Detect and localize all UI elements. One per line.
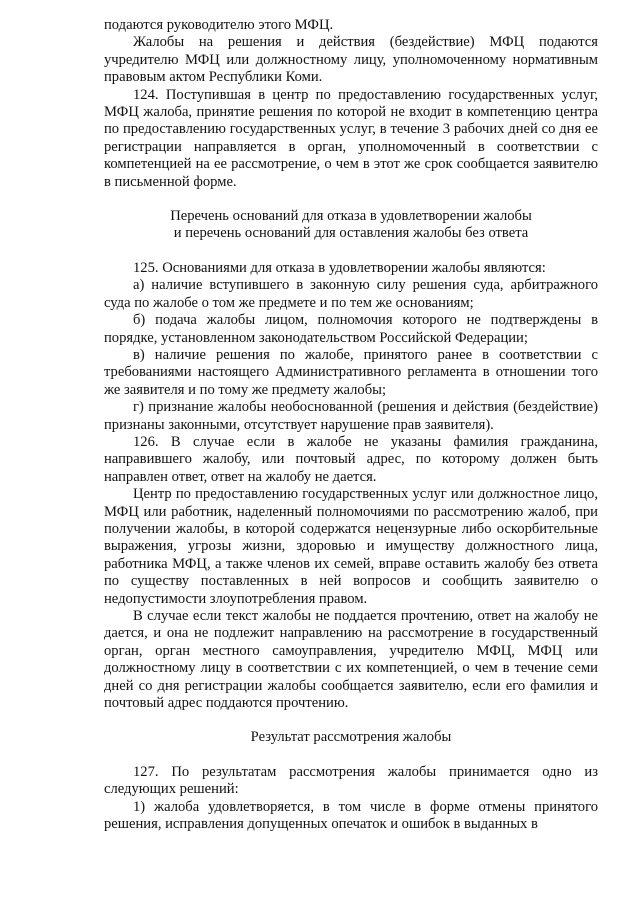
list-item-g: г) признание жалобы необоснованной (решения и действия (бездействие) признаны законными, отсутствует нарушение прав заявителя). [104, 399, 598, 433]
paragraph-125: 125. Основаниями для отказа в удовлетворении жалобы являются: [133, 259, 546, 276]
paragraph-continuation: подаются руководителю этого МФЦ. [104, 17, 334, 33]
paragraph-126: 126. В случае если в жалобе не указаны фамилия гражданина, направившего жалобу, или почтовый адрес, по которому должен быть направлен ответ, ответ на жалобу не дается. [104, 433, 598, 485]
list-item-a: а) наличие вступившего в законную силу решения суда, арбитражного суда по жалобе о том же предмете и по тем же основаниям; [104, 277, 598, 311]
section-heading-result [104, 729, 598, 746]
section-heading-refusal-grounds [104, 208, 598, 243]
paragraph-complaints-mfc: Жалобы на решения и действия (бездействие) МФЦ подаются учредителю МФЦ или должностному лицу, уполномоченному нормативным правовым актом Республики Коми. [104, 34, 598, 86]
document-body [104, 17, 598, 833]
list-item-1: 1) жалоба удовлетворяется, в том числе в форме отмены принятого решения, исправления допущенных опечаток и ошибок в выданных в [104, 798, 598, 833]
paragraph-abusive-complaints: Центр по предоставлению государственных услуг или должностное лицо, МФЦ или работник, наделенный полномочиями по рассмотрению жалоб, при получении жалобы, в которой содержатся нецензурные либо оскорбительные выражения, угрозы жизни, здоровью и имуществу должностного лица, работника МФЦ, а также членов их семей, вправе оставить жалобу без ответа по существу поставленных в ней вопросов и сообщить заявителю о недопустимости злоупотребления правом. [104, 486, 598, 607]
heading-line: Результат рассмотрения жалобы [250, 729, 452, 746]
paragraph-124: 124. Поступившая в центр по предоставлению государственных услуг, МФЦ жалоба, принятие решения по которой не входит в компетенцию центра по предоставлению государственных услуг, в течение 3 рабочих дней со дня ее регистрации направляется в орган, уполномоченный в соответствии с компетенцией на ее рассмотрение, о чем в этот же срок сообщается заявителю в письменной форме. [104, 86, 598, 190]
paragraph-127: 127. По результатам рассмотрения жалобы принимается одно из следующих решений: [104, 763, 598, 798]
paragraph-unreadable-complaints: В случае если текст жалобы не поддается прочтению, ответ на жалобу не дается, и она не подлежит направлению на рассмотрение в государственный орган, орган местного самоуправления, учредителю МФЦ, МФЦ или должностному лицу в соответствии с их компетенцией, о чем в течение семи дней со дня регистрации жалобы сообщается заявителю, если его фамилия и почтовый адрес поддаются прочтению. [104, 608, 598, 712]
list-item-v: в) наличие решения по жалобе, принятого ранее в соответствии с требованиями настоящего Административного регламента в отношении того же заявителя и по тому же предмету жалобы; [104, 346, 598, 398]
list-item-b: б) подача жалобы лицом, полномочия которого не подтверждены в порядке, установленном законодательством Российской Федерации; [104, 312, 598, 346]
heading-line: Перечень оснований для отказа в удовлетворении жалобы [170, 208, 532, 225]
heading-line: и перечень оснований для оставления жалобы без ответа [173, 225, 529, 242]
